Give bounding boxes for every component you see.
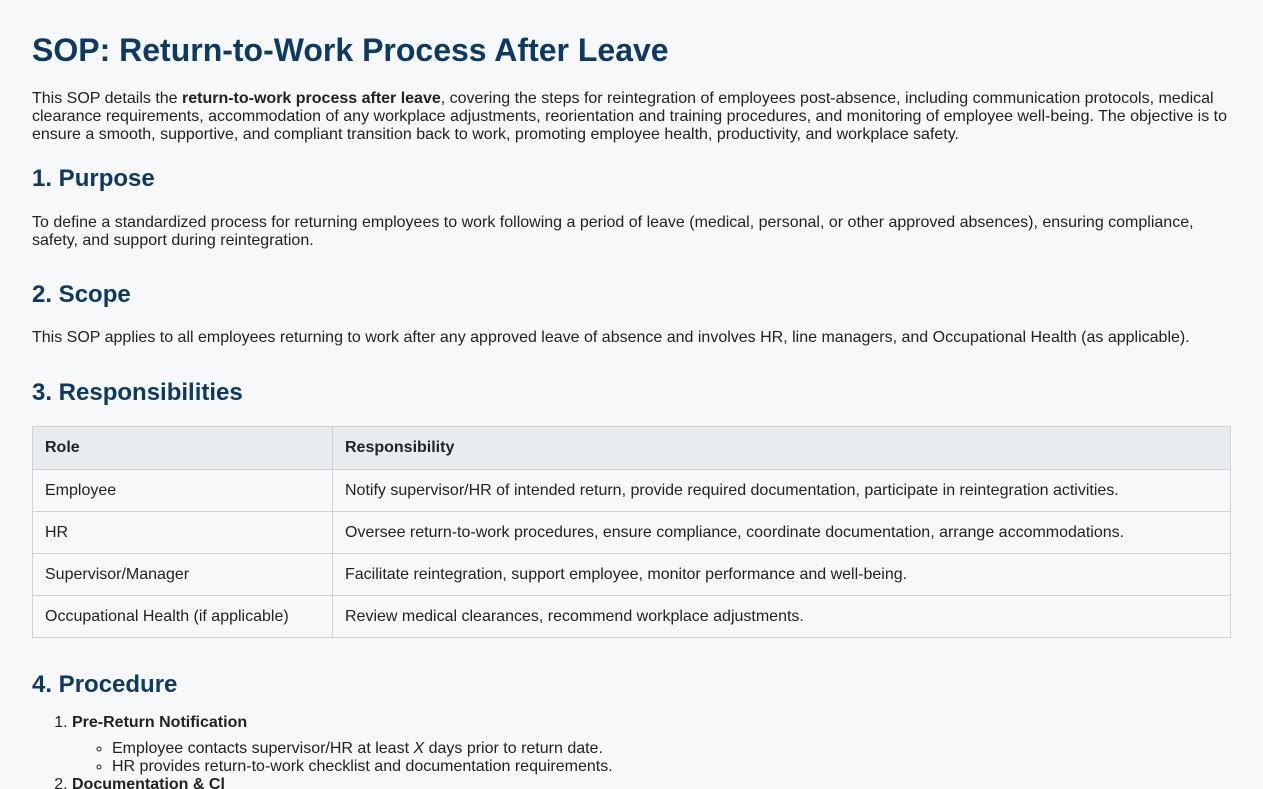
responsibility-cell: Notify supervisor/HR of intended return, provide required documentation, participate in reintegration activities. [333, 470, 1231, 512]
table-row [33, 554, 1231, 596]
step-title: Pre-Return Notification [72, 714, 248, 731]
column-header-role: Role [33, 427, 333, 470]
list-item [112, 740, 1231, 758]
table-row [33, 512, 1231, 554]
role-cell: Occupational Health (if applicable) [33, 596, 333, 638]
procedure-steps-list [32, 714, 1231, 789]
scope-text: This SOP applies to all employees returning to work after any approved leave of absence and involves HR, line managers, and Occupational Health (as applicable). [32, 329, 1190, 346]
table-header-row [33, 427, 1231, 470]
page-title: SOP: Return-to-Work Process After Leave [32, 32, 669, 68]
table-row [33, 470, 1231, 512]
responsibility-cell: Facilitate reintegration, support employee, monitor performance and well-being. [333, 554, 1231, 596]
item-text: HR provides return-to-work checklist and documentation requirements. [112, 758, 613, 775]
step-sub-list [72, 740, 1231, 776]
intro-paragraph [32, 90, 1231, 144]
purpose-heading: 1. Purpose [32, 165, 155, 192]
intro-text-after: , covering the steps for reintegration of employees post-absence, including communication protocols, medical clearance requirements, accommodation of any workplace adjustments, reorientation and training procedures, and monitoring of employee well-being. The objective is to ensure a smooth, supportive, and compliant transition back to work, promoting employee health, productivity, and workplace safety. [32, 90, 1228, 143]
column-header-responsibility: Responsibility [333, 427, 1231, 470]
intro-text-before: This SOP details the [32, 90, 182, 107]
responsibilities-heading: 3. Responsibilities [32, 379, 243, 406]
role-cell: HR [33, 512, 333, 554]
scope-heading: 2. Scope [32, 281, 131, 308]
item-text-before: Employee contacts supervisor/HR at least [112, 740, 414, 757]
step-title: Documentation & Cl [72, 776, 225, 789]
procedure-step [72, 776, 1231, 789]
intro-bold-phrase: return-to-work process after leave [182, 90, 441, 107]
role-cell: Employee [33, 470, 333, 512]
item-text-after: days prior to return date. [424, 740, 603, 757]
responsibility-cell: Review medical clearances, recommend workplace adjustments. [333, 596, 1231, 638]
procedure-step [72, 714, 1231, 776]
responsibility-cell: Oversee return-to-work procedures, ensure compliance, coordinate documentation, arrange accommodations. [333, 512, 1231, 554]
purpose-text: To define a standardized process for returning employees to work following a period of leave (medical, personal, or other approved absences), ensuring compliance, safety, and support during reintegration. [32, 214, 1194, 249]
table-row [33, 596, 1231, 638]
item-emphasis: X [413, 740, 425, 757]
role-cell: Supervisor/Manager [33, 554, 333, 596]
list-item [112, 758, 1231, 776]
responsibilities-table [32, 426, 1231, 638]
procedure-heading: 4. Procedure [32, 671, 178, 698]
